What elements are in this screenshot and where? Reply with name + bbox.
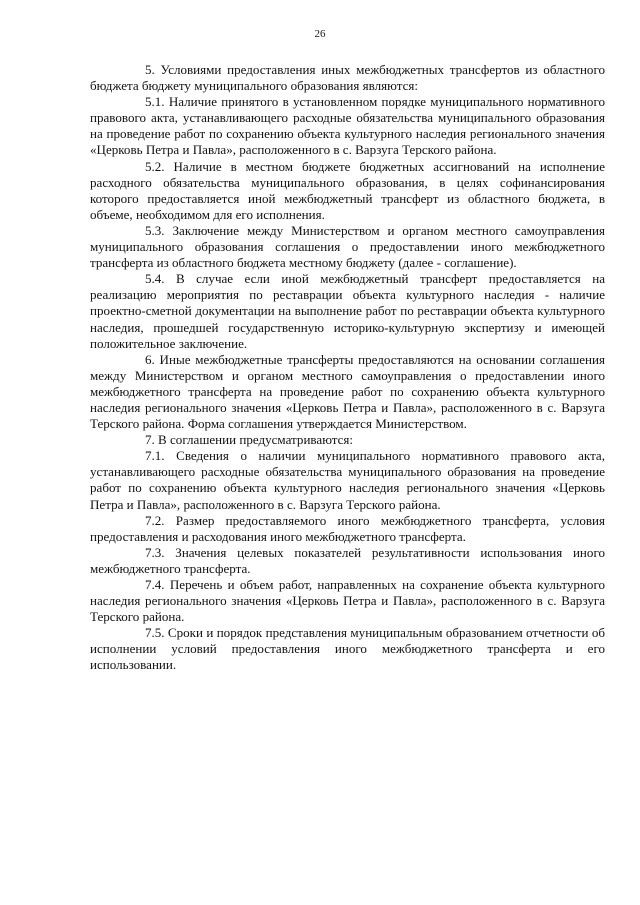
paragraph-7-4: 7.4. Перечень и объем работ, направленных на сохранение объекта культурного наследия регионального значения «Церковь Петра и Павла», расположенного в с. Варзуга Терского района. — [90, 577, 605, 625]
paragraph-7: 7. В соглашении предусматриваются: — [145, 432, 354, 448]
paragraph-5-2: 5.2. Наличие в местном бюджете бюджетных ассигнований на исполнение расходного обязательства муниципального образования, в целях софинансирования которого предоставляется иной межбюджетный трансферт из областного бюджета, в объеме, необходимом для его исполнения. — [90, 158, 605, 222]
paragraph-5-3: 5.3. Заключение между Министерством и органом местного самоуправления муниципального образования соглашения о предоставлении иного межбюджетного трансферта из областного бюджета местному бюджету (далее - соглашение). — [90, 222, 605, 271]
paragraph-6: 6. Иные межбюджетные трансферты предоставляются на основании соглашения между Министерством и органом местного самоуправления о предоставлении иного межбюджетного трансферта на проведение работ по сохранению объекта культурного наследия регионального значения «Церковь Петра и Павла», расположенного в с. Варзуга Терского района. Форма соглашения утверждается Министерством. — [90, 351, 605, 432]
paragraph-7-3: 7.3. Значения целевых показателей результативности использования иного межбюджетного трансферта. — [90, 544, 605, 576]
paragraph-7-2: 7.2. Размер предоставляемого иного межбюджетного трансферта, условия предоставления и расходования иного межбюджетного трансферта. — [90, 512, 605, 544]
paragraph-7-1: 7.1. Сведения о наличии муниципального нормативного правового акта, устанавливающего расходные обязательства муниципального образования на проведение работ по сохранению объекта культурного наследия регионального значения «Церковь Петра и Павла», расположенного в с. Варзуга Терского района. — [90, 448, 605, 512]
document-body — [90, 62, 605, 674]
paragraph-5-1: 5.1. Наличие принятого в установленном порядке муниципального нормативного правового акта, устанавливающего расходные обязательства муниципального образования на проведение работ по сохранению объекта культурного наследия регионального значения «Церковь Петра и Павла», расположенного в с. Варзуга Терского района. — [90, 94, 605, 158]
paragraph-5: 5. Условиями предоставления иных межбюджетных трансфертов из областного бюджета бюджету муниципального образования являются: — [90, 62, 605, 94]
paragraph-5-4: 5.4. В случае если иной межбюджетный трансферт предоставляется на реализацию мероприятия по реставрации объекта культурного наследия - наличие проектно-сметной документации на выполнение работ по реставрации объекта культурного наследия, прошедшей государственную историко-культурную экспертизу и имеющей положительное заключение. — [90, 271, 605, 351]
page-number: 26 — [314, 28, 326, 40]
paragraph-7-5: 7.5. Сроки и порядок представления муниципальным образованием отчетности об исполнении условий предоставления иного межбюджетного трансферта и его использовании. — [90, 625, 605, 673]
